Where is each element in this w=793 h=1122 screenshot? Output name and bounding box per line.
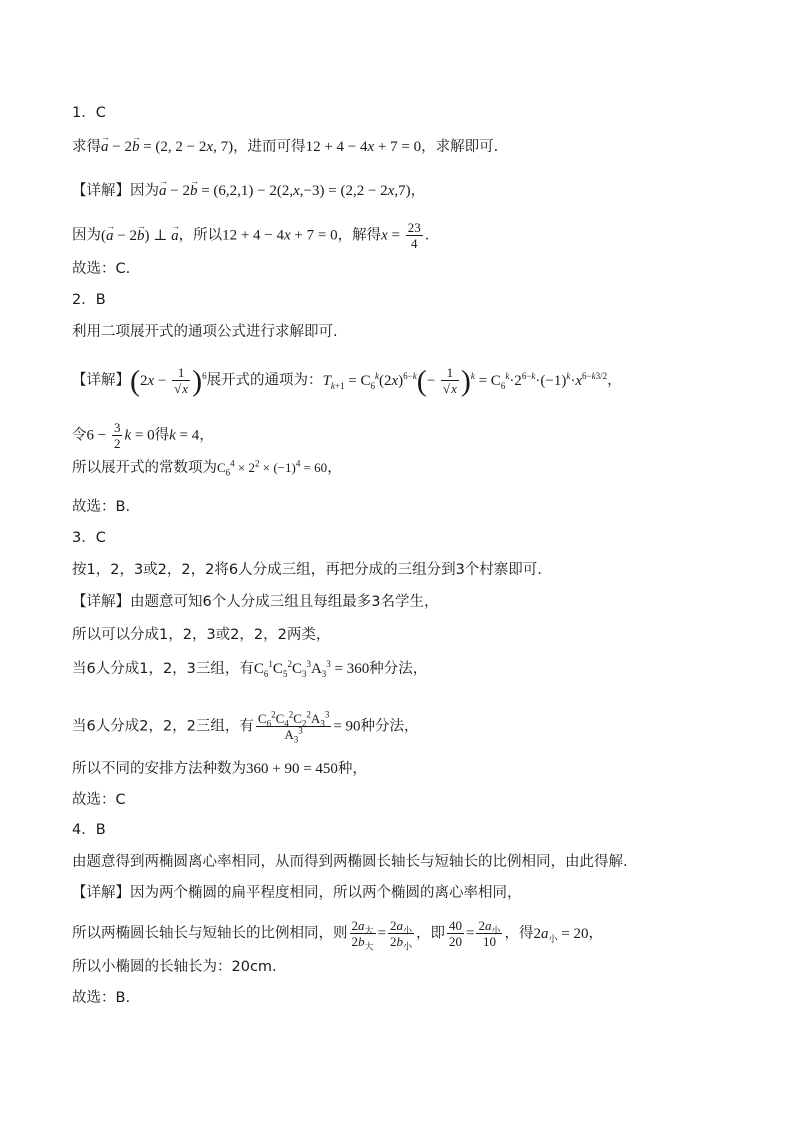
q4-detail: 【详解】因为两个椭圆的扁平程度相同，所以两个椭圆的离心率相同，: [72, 885, 522, 901]
q4-hint: 由题意得到两椭圆离心率相同，从而得到两椭圆长轴长与短轴长的比例相同，由此得解.: [72, 854, 628, 870]
q2-answer: 2．B: [72, 292, 106, 308]
q1-detail: 【详解】因为→ a − 2→ b = (6,2,1) − 2(2,x,−3) = (2,2 − 2x,7)，: [72, 181, 425, 201]
q4-step-1: 所以两椭圆长轴长与短轴长的比例相同，则 $\frac{2a_大}{2b_大}$ = $\frac{2a_小}{2b_小}$ ，即 $\frac{40}{20}$ = $\frac{2a_小}{10}$ ，得$2a_小 = 20$，: [72, 918, 603, 952]
q4-answer: 4．B: [72, 822, 106, 838]
q4-step-2: 所以小椭圆的长轴长为：20cm.: [72, 959, 277, 975]
q1-answer: 1．C: [72, 105, 106, 121]
q3-step-3: 当6人分成2，2，2三组，有 $\frac{C_6^2C_4^2C_2^2A_3^3}{A_3^3}$ = 90种分法，: [72, 709, 419, 745]
q3-detail: 【详解】由题意可知6个人分成三组且每组最多3名学生，: [72, 594, 439, 610]
q2-detail: 【详解】(2x − $\frac{1}{√x}$ )$^6$展开式的通项为：$T_{k+1} = C_6^k(2x)^{6-k}(-$ $\frac{1}{√x}$ )$^k = C_6^k\cdot 2^{6-k}\cdot(-1)^k\cdot x^{6-k3/2}$，: [72, 364, 622, 398]
q3-step-4: 所以不同的安排方法种数为360 + 90 = 450种，: [72, 761, 367, 777]
q2-hint: 利用二项展开式的通项公式进行求解即可.: [72, 324, 338, 340]
q3-hint: 按1，2，3或2，2，2将6人分成三组，再把分成的三组分到3个村寨即可.: [72, 562, 542, 578]
q3-answer: 3．C: [72, 530, 106, 546]
q1-conclusion: 故选：C.: [72, 261, 131, 277]
q4-conclusion: 故选：B.: [72, 990, 131, 1006]
q1-hint: 求得→ a − 2→ b = (2, 2 − 2x, 7)，进而可得12 + 4 − 4x + 7 = 0，求解即可.: [72, 137, 498, 157]
q2-step-2: 所以展开式的常数项为$C_6^4 \times 2^2 \times (-1)^4 = 60$，: [72, 458, 342, 478]
q1-detail-2: 因为(→ a − 2→ b) ⊥ → a，所以12 + 4 − 4x + 7 = 0，解得x = $\frac{23}{4}$ .: [72, 220, 429, 251]
q3-step-1: 所以可以分成1，2，3或2，2，2两类，: [72, 627, 331, 643]
q3-conclusion: 故选：C: [72, 792, 126, 808]
q3-step-2: 当6人分成1，2，3三组，有$C_6^1C_5^2C_3^3A_3^3 = 360$种分法，: [72, 659, 428, 679]
q2-step: 令6 − $\frac{3}{2}$ k = 0得k = 4，: [72, 420, 214, 451]
q2-conclusion: 故选：B.: [72, 499, 131, 515]
